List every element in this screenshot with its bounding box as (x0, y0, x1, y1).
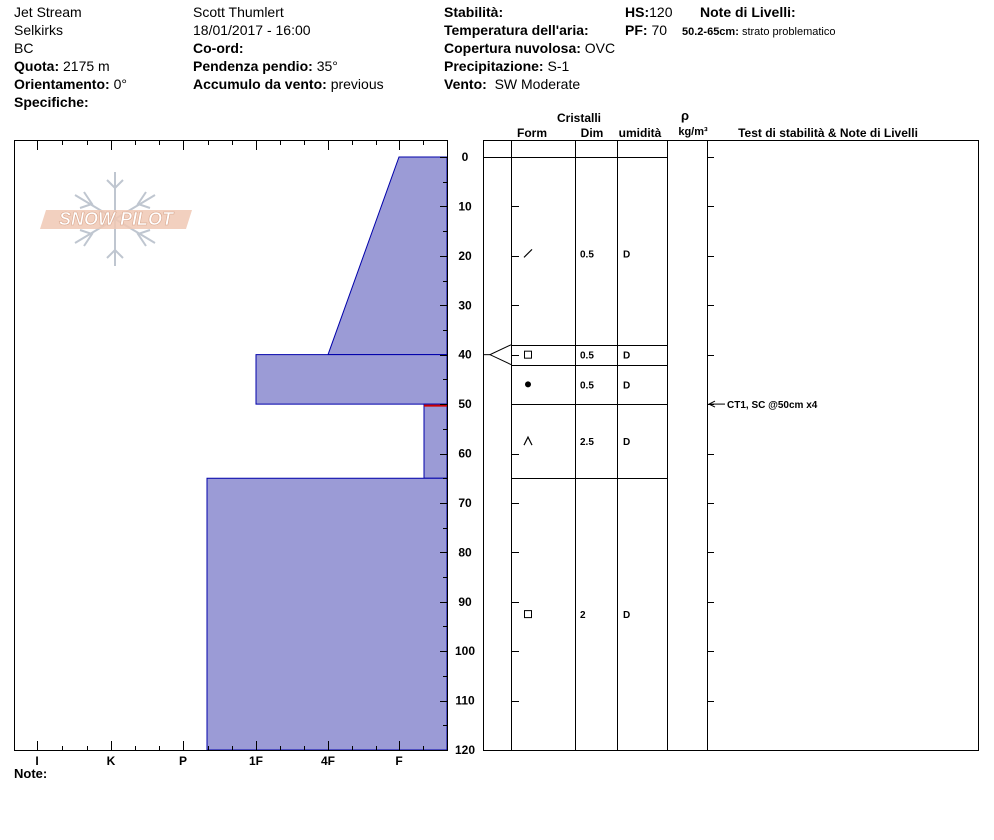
depth-axis-labels (455, 150, 475, 757)
hardness-axis-labels (35, 754, 402, 768)
aspect: Orientamento: 0° (14, 76, 127, 92)
depth-label: 120 (454, 743, 476, 757)
layer-note-depth: 50.2-65cm: (682, 26, 739, 38)
hardness-label: F (395, 754, 403, 768)
wind-loading: Accumulo da vento: previous (193, 76, 384, 92)
layer-table-ticks (511, 158, 714, 751)
region-name: BC (14, 40, 34, 56)
observation-datetime: 18/01/2017 - 16:00 (193, 22, 311, 38)
hardness-segment (328, 157, 447, 355)
depth-label: 50 (458, 397, 472, 412)
depth-label: 30 (458, 298, 472, 313)
depth-label: 20 (458, 248, 472, 263)
coordinates: Co-ord: (193, 40, 244, 56)
penetration-foot: PF: 70 (625, 22, 668, 38)
layer-row (524, 437, 630, 448)
cloud-cover: Copertura nuvolosa: OVC (444, 40, 616, 56)
tests-header: Test di stabilità & Note di Livelli (738, 126, 918, 140)
hardness-label: 1F (248, 754, 264, 768)
layer-note-text: strato problematico (741, 26, 836, 38)
specifics: Specifiche: (14, 94, 89, 110)
layer-row (524, 249, 630, 260)
thin-layer-connector (490, 345, 511, 365)
layer-grain-size: 0.5 (580, 380, 594, 392)
depth-label: 90 (458, 594, 472, 609)
layer-row (525, 610, 631, 621)
notes-label: Note: (14, 766, 48, 781)
decomposing-crystal-icon (524, 249, 532, 257)
hardness-label: K (106, 754, 116, 768)
layer-row (525, 351, 631, 362)
hardness-segment (256, 355, 447, 404)
form-header: Form (517, 126, 547, 140)
depth-hoar-crystal-icon (524, 437, 532, 445)
crystals-header: Cristalli (556, 111, 602, 125)
moisture-header: umidità (618, 126, 662, 140)
slope-angle: Pendenza pendio: 35° (193, 58, 338, 74)
hardness-segment (207, 478, 447, 750)
depth-label: 0 (461, 150, 469, 164)
stability-tests (709, 400, 818, 411)
depth-label: 100 (454, 644, 476, 659)
location-name: Jet Stream (14, 4, 82, 20)
layer-grain-size: 2.5 (580, 437, 594, 449)
dim-header: Dim (580, 126, 604, 140)
wind: Vento: SW Moderate (444, 76, 581, 92)
layer-moisture: D (623, 437, 631, 449)
depth-label: 60 (458, 446, 472, 461)
hardness-segment (424, 404, 447, 478)
layer-row (525, 380, 630, 391)
range-name: Selkirks (14, 22, 64, 38)
faceted-crystal-icon (525, 351, 532, 358)
layer-grain-size: 0.5 (580, 350, 594, 362)
layer-moisture: D (623, 249, 631, 261)
layer-rows (524, 249, 630, 621)
elevation: Quota: 2175 m (14, 58, 110, 74)
layer-moisture: D (623, 610, 631, 622)
depth-label: 70 (458, 495, 472, 510)
depth-label: 10 (458, 199, 472, 214)
air-temperature: Temperatura dell'aria: (444, 22, 589, 38)
snow-height: HS:120 (625, 4, 673, 20)
density-unit-header: kg/m³ (678, 126, 708, 138)
depth-label: 40 (458, 347, 472, 362)
hardness-label: I (35, 754, 39, 768)
layer-moisture: D (623, 380, 631, 392)
hardness-label: 4F (320, 754, 336, 768)
layer-moisture: D (623, 350, 631, 362)
hardness-profile (207, 157, 447, 750)
faceted-crystal-icon (525, 611, 532, 618)
depth-label: 110 (455, 693, 475, 708)
layer-notes-label: Note di Livelli: (700, 4, 796, 20)
layer-grain-size: 2 (580, 610, 586, 622)
precipitation: Precipitazione: S-1 (444, 58, 570, 74)
layer-table-frame (484, 140, 979, 751)
hardness-label: P (178, 754, 188, 768)
stability: Stabilità: (444, 4, 504, 20)
logo-text: SNOW PILOT (59, 209, 173, 229)
depth-label: 80 (458, 545, 472, 560)
layer-grain-size: 0.5 (580, 249, 594, 261)
graupel-crystal-icon (525, 381, 531, 387)
stability-test-text: CT1, SC @50cm x4 (727, 400, 818, 412)
rho-header: ρ (680, 108, 690, 123)
observer-name: Scott Thumlert (193, 4, 284, 20)
snowpilot-logo (40, 172, 192, 266)
